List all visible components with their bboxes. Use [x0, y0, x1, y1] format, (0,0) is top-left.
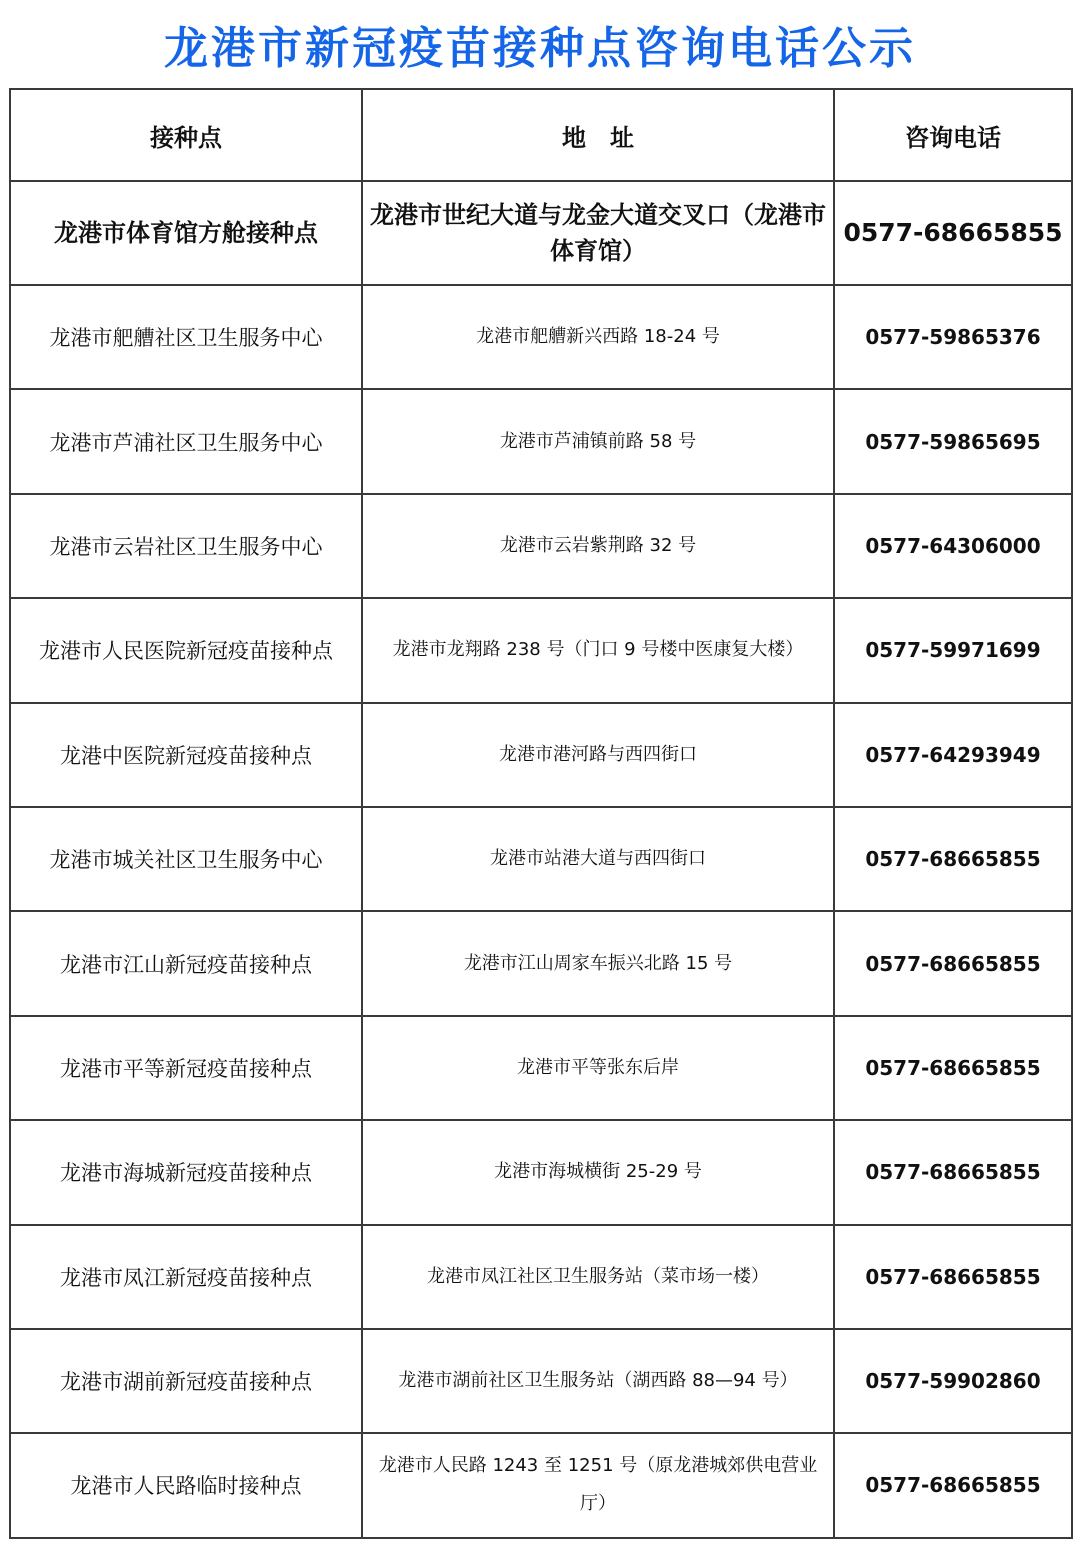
site-phone: 0577-59865695: [834, 389, 1072, 493]
site-name: 龙港市云岩社区卫生服务中心: [10, 494, 362, 598]
site-address: 龙港市世纪大道与龙金大道交叉口（龙港市体育馆）: [362, 181, 834, 285]
site-address: 龙港市江山周家车振兴北路 15 号: [362, 911, 834, 1015]
site-name: 龙港市凤江新冠疫苗接种点: [10, 1225, 362, 1329]
table-header-row: [10, 89, 1072, 181]
site-address: 龙港市云岩紫荆路 32 号: [362, 494, 834, 598]
header-site: 接种点: [10, 89, 362, 181]
site-name: 龙港市舥艚社区卫生服务中心: [10, 285, 362, 389]
site-phone: 0577-59971699: [834, 598, 1072, 702]
site-phone: 0577-68665855: [834, 1433, 1072, 1537]
site-name: 龙港中医院新冠疫苗接种点: [10, 703, 362, 807]
site-name: 龙港市人民路临时接种点: [10, 1433, 362, 1537]
header-address: 地 址: [362, 89, 834, 181]
site-address: 龙港市龙翔路 238 号（门口 9 号楼中医康复大楼）: [362, 598, 834, 702]
site-name: 龙港市平等新冠疫苗接种点: [10, 1016, 362, 1120]
site-address: 龙港市凤江社区卫生服务站（菜市场一楼）: [362, 1225, 834, 1329]
site-address: 龙港市站港大道与西四街口: [362, 807, 834, 911]
table-row: [10, 285, 1072, 389]
table-row: [10, 1329, 1072, 1433]
header-phone: 咨询电话: [834, 89, 1072, 181]
site-address: 龙港市港河路与西四街口: [362, 703, 834, 807]
table-row: [10, 703, 1072, 807]
table-row: [10, 1120, 1072, 1224]
site-phone: 0577-64306000: [834, 494, 1072, 598]
site-name: 龙港市芦浦社区卫生服务中心: [10, 389, 362, 493]
table-row: [10, 1225, 1072, 1329]
table-row: [10, 807, 1072, 911]
site-phone: 0577-68665855: [834, 1016, 1072, 1120]
site-phone: 0577-64293949: [834, 703, 1072, 807]
site-name: 龙港市海城新冠疫苗接种点: [10, 1120, 362, 1224]
table-row: [10, 1016, 1072, 1120]
site-address: 龙港市舥艚新兴西路 18-24 号: [362, 285, 834, 389]
table-row: [10, 181, 1072, 285]
site-phone: 0577-59902860: [834, 1329, 1072, 1433]
site-address: 龙港市海城横街 25-29 号: [362, 1120, 834, 1224]
site-name: 龙港市城关社区卫生服务中心: [10, 807, 362, 911]
table-row: [10, 911, 1072, 1015]
site-phone: 0577-68665855: [834, 807, 1072, 911]
table-row: [10, 494, 1072, 598]
site-phone: 0577-68665855: [834, 911, 1072, 1015]
table-row: [10, 598, 1072, 702]
vaccination-sites-table: [9, 88, 1073, 1539]
site-name: 龙港市湖前新冠疫苗接种点: [10, 1329, 362, 1433]
site-name: 龙港市江山新冠疫苗接种点: [10, 911, 362, 1015]
site-phone: 0577-68665855: [834, 181, 1072, 285]
site-name: 龙港市体育馆方舱接种点: [10, 181, 362, 285]
site-address: 龙港市人民路 1243 至 1251 号（原龙港城郊供电营业厅）: [362, 1433, 834, 1537]
site-name: 龙港市人民医院新冠疫苗接种点: [10, 598, 362, 702]
site-address: 龙港市平等张东后岸: [362, 1016, 834, 1120]
site-address: 龙港市芦浦镇前路 58 号: [362, 389, 834, 493]
site-phone: 0577-68665855: [834, 1225, 1072, 1329]
site-address: 龙港市湖前社区卫生服务站（湖西路 88—94 号）: [362, 1329, 834, 1433]
page-title: 龙港市新冠疫苗接种点咨询电话公示: [164, 23, 916, 74]
site-phone: 0577-68665855: [834, 1120, 1072, 1224]
site-phone: 0577-59865376: [834, 285, 1072, 389]
table-row: [10, 389, 1072, 493]
table-row: [10, 1433, 1072, 1537]
